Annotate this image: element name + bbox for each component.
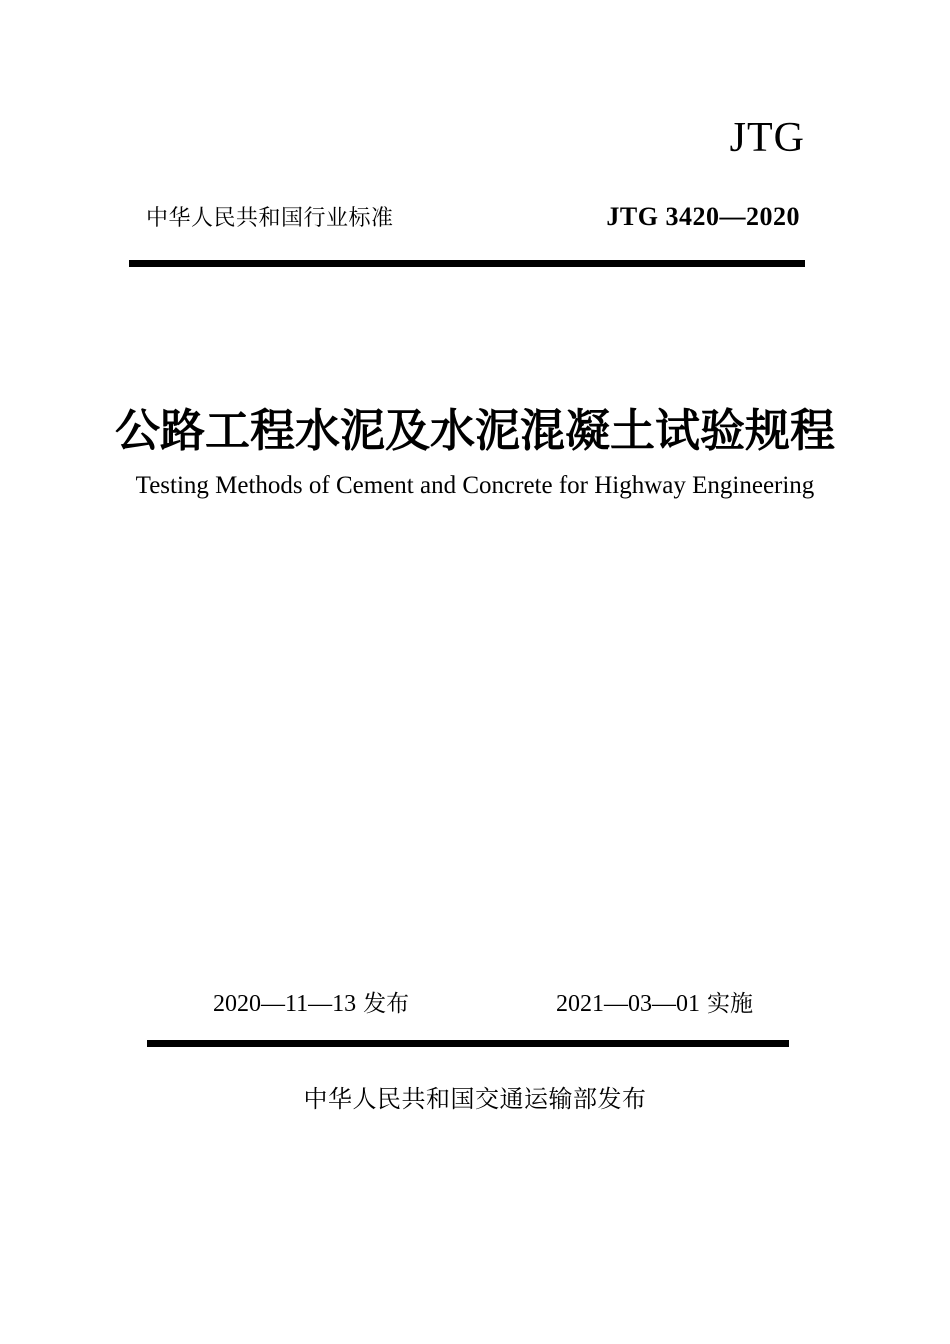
document-title-chinese: 公路工程水泥及水泥混凝土试验规程	[114, 405, 835, 456]
dates-row	[213, 992, 753, 1016]
implementation-date-label: 实施	[707, 990, 753, 1016]
implementation-date: 2021—03—01	[556, 991, 700, 1017]
implementation-date-group	[556, 992, 753, 1016]
standard-header-row	[146, 204, 800, 230]
publisher-line: 中华人民共和国交通运输部发布	[303, 1086, 647, 1113]
issue-date: 2020—11—13	[213, 991, 357, 1017]
title-block	[0, 406, 950, 499]
issue-date-label: 发布	[363, 990, 410, 1016]
issue-date-group	[213, 992, 409, 1016]
bottom-divider-rule	[147, 1040, 789, 1047]
jtg-logo: JTG	[729, 115, 805, 161]
standard-type-label: 中华人民共和国行业标准	[146, 205, 394, 230]
top-divider-rule	[129, 260, 805, 267]
standard-number: JTG 3420—2020	[606, 202, 800, 231]
document-title-english: Testing Methods of Cement and Concrete for Highway Engineering	[135, 471, 815, 499]
